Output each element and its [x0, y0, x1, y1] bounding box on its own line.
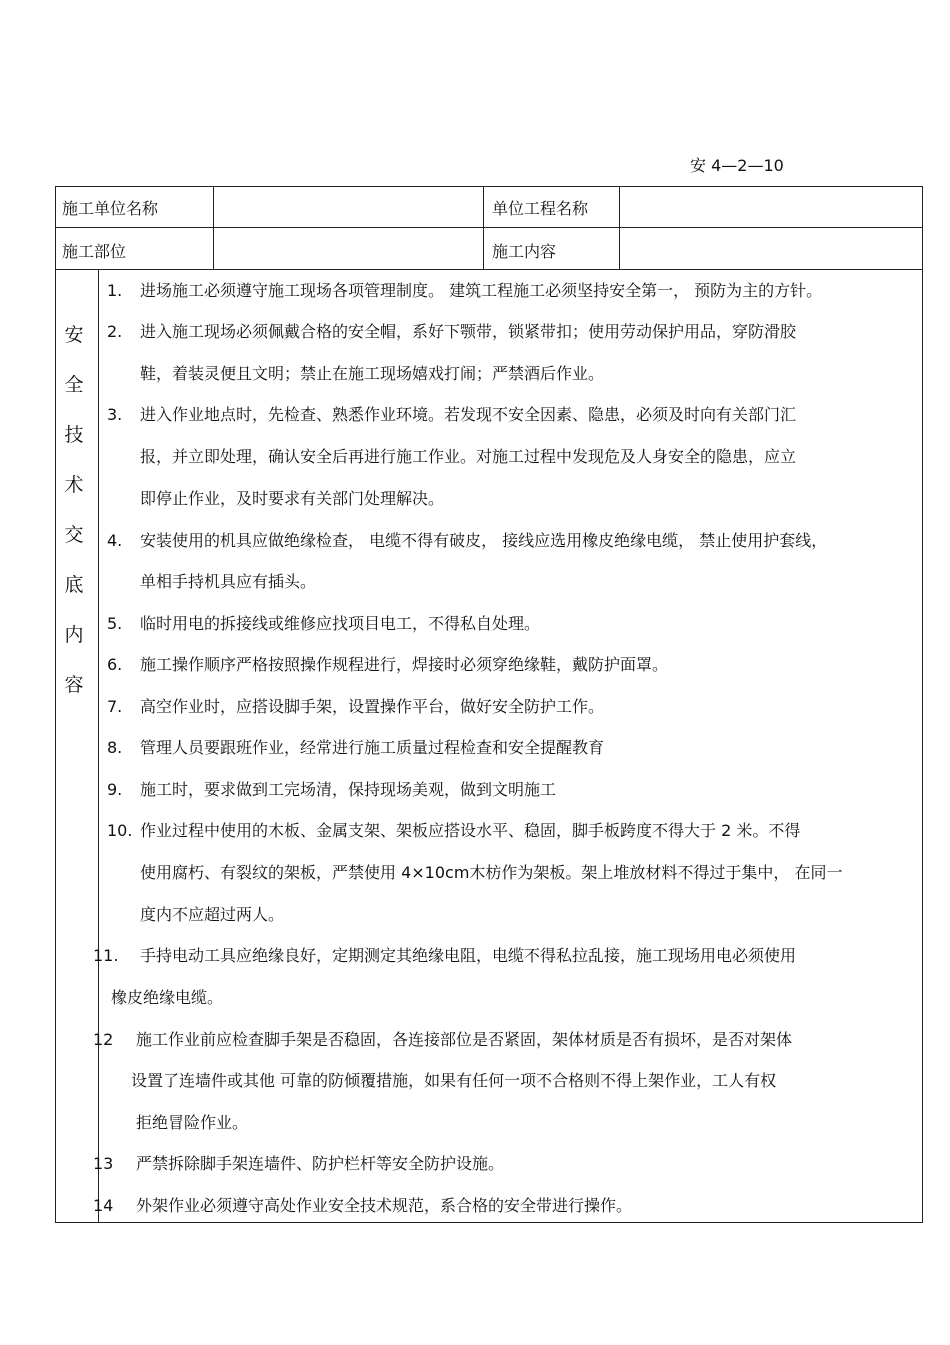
table-border-bottom	[55, 1222, 923, 1223]
item-number: 8.	[107, 738, 123, 757]
side-title-char: 技	[64, 424, 84, 446]
side-title-char: 容	[64, 674, 84, 696]
table-border-left	[55, 186, 56, 1223]
item-text-line: 单相手持机具应有插头。	[140, 572, 317, 591]
item-text-line: 报，并立即处理，确认安全后再进行施工作业。对施工过程中发现危及人身安全的隐患，应立	[140, 447, 797, 466]
item-text-line: 安装使用的机具应做绝缘检查， 电缆不得有破皮， 接线应选用橡皮绝缘电缆， 禁止使用护套线，	[140, 531, 828, 550]
document-code: 安 4—2—10	[690, 156, 784, 175]
side-title-char: 交	[64, 524, 84, 546]
table-border-top	[55, 186, 923, 187]
item-text-line: 管理人员要跟班作业，经常进行施工质量过程检查和安全提醒教育	[140, 738, 605, 757]
content-label: 施工内容	[492, 242, 557, 261]
item-text-line: 施工时，要求做到工完场清，保持现场美观，做到文明施工	[140, 780, 557, 799]
item-number: 13	[93, 1154, 114, 1173]
side-title-char: 内	[64, 624, 84, 646]
content-side-divider	[98, 269, 99, 1223]
table-col-divider-2	[483, 186, 484, 269]
item-number: 11.	[93, 946, 119, 965]
item-text-line: 施工操作顺序严格按照操作规程进行，焊接时必须穿绝缘鞋，戴防护面罩。	[140, 655, 669, 674]
item-number: 6.	[107, 655, 123, 674]
item-text-line: 拒绝冒险作业。	[136, 1113, 249, 1132]
item-number: 9.	[107, 780, 123, 799]
item-text-line: 进入作业地点时，先检查、熟悉作业环境。若发现不安全因素、隐患，必须及时向有关部门汇	[140, 405, 797, 424]
item-number: 14	[93, 1196, 114, 1215]
item-number: 1.	[107, 281, 123, 300]
item-text-line: 手持电动工具应绝缘良好，定期测定其绝缘电阻，电缆不得私拉乱接，施工现场用电必须使用	[140, 946, 797, 965]
location-label: 施工部位	[62, 242, 127, 261]
table-row-divider-2	[55, 269, 923, 270]
table-border-right	[922, 186, 923, 1223]
item-number: 5.	[107, 614, 123, 633]
item-number: 3.	[107, 405, 123, 424]
item-text-line: 外架作业必须遵守高处作业安全技术规范，系合格的安全带进行操作。	[136, 1196, 633, 1215]
item-text-line: 高空作业时，应搭设脚手架，设置操作平台，做好安全防护工作。	[140, 697, 605, 716]
table-col-divider-1	[213, 186, 214, 269]
item-text-line: 严禁拆除脚手架连墙件、防护栏杆等安全防护设施。	[136, 1154, 505, 1173]
item-text-line: 施工作业前应检查脚手架是否稳固，各连接部位是否紧固，架体材质是否有损坏，是否对架体	[136, 1030, 793, 1049]
item-text-line: 设置了连墙件或其他 可靠的防倾覆措施，如果有任何一项不合格则不得上架作业，工人有权	[131, 1071, 777, 1090]
item-number: 4.	[107, 531, 123, 550]
item-text-line: 进入施工现场必须佩戴合格的安全帽，系好下颚带，锁紧带扣；使用劳动保护用品，穿防滑胶	[140, 322, 797, 341]
item-number: 7.	[107, 697, 123, 716]
side-title-char: 术	[64, 474, 84, 496]
item-text-line: 使用腐朽、有裂纹的架板，严禁使用 4×10cm木枋作为架板。架上堆放材料不得过于集中， 在同一	[140, 863, 843, 882]
item-text-line: 度内不应超过两人。	[140, 905, 285, 924]
item-text-line: 临时用电的拆接线或维修应找项目电工，不得私自处理。	[140, 614, 541, 633]
side-title-char: 安	[64, 324, 84, 346]
item-text-line: 作业过程中使用的木板、金属支架、架板应搭设水平、稳固，脚手板跨度不得大于 2 米。不得	[140, 821, 801, 840]
project-name-label: 单位工程名称	[492, 199, 589, 218]
table-row-divider-1	[55, 227, 923, 228]
item-number: 12	[93, 1030, 114, 1049]
item-number: 2.	[107, 322, 123, 341]
side-title-char: 底	[64, 574, 84, 596]
item-text-line: 橡皮绝缘电缆。	[111, 988, 224, 1007]
item-text-line: 鞋，着装灵便且文明；禁止在施工现场嬉戏打闹；严禁酒后作业。	[140, 364, 605, 383]
side-title-char: 全	[64, 374, 84, 396]
item-number: 10.	[107, 821, 133, 840]
table-col-divider-3	[619, 186, 620, 269]
item-text-line: 进场施工必须遵守施工现场各项管理制度。 建筑工程施工必须坚持安全第一， 预防为主的方针。	[140, 281, 823, 300]
item-text-line: 即停止作业，及时要求有关部门处理解决。	[140, 489, 445, 508]
unit-name-label: 施工单位名称	[62, 199, 159, 218]
